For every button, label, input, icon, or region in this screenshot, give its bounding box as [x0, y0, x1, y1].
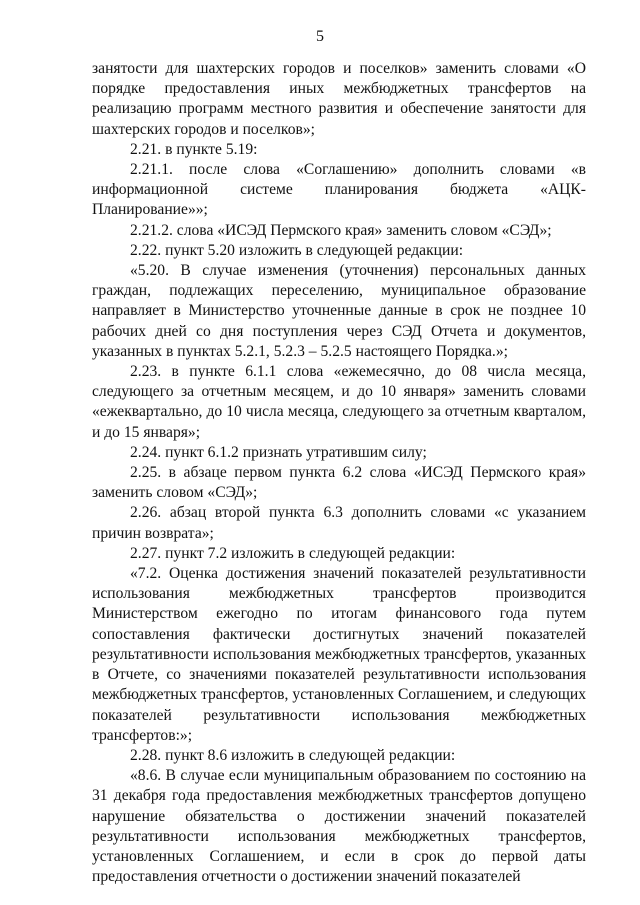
paragraph-2-27: 2.27. пункт 7.2 изложить в следующей редакции: [130, 544, 456, 562]
paragraph-2-26: 2.26. абзац второй пункта 6.3 дополнить словами «с указанием причин возврата»; [92, 504, 586, 542]
paragraph-2-23: 2.23. в пункте 6.1.1 слова «ежемесячно, до 08 числа месяца, следующего за отчетным месяцем, и до 10 января» заменить словами «ежеквартально, до 10 числа месяца, следующего за отчетным кварталом, и до 15 января»; [92, 363, 586, 441]
paragraph-2-25: 2.25. в абзаце первом пункта 6.2 слова «ИСЭД Пермского края» заменить словом «СЭД»; [92, 464, 586, 502]
paragraph-quote-5-20: «5.20. В случае изменения (уточнения) персональных данных граждан, подлежащих переселению, муниципальное образование направляет в Министерство уточненные данные в срок не позднее 10 рабочих дней со дня поступления через СЭД Отчета и документов, указанных в пунктах 5.2.1, 5.2.3 – 5.2.5 настоящего Порядка.»; [92, 262, 586, 360]
paragraph-2-21: 2.21. в пункте 5.19: [130, 140, 258, 158]
paragraph-2-21-2: 2.21.2. слова «ИСЭД Пермского края» заменить словом «СЭД»; [130, 221, 552, 239]
paragraph-2-22: 2.22. пункт 5.20 изложить в следующей редакции: [130, 241, 464, 259]
paragraph-continuation: занятости для шахтерских городов и поселков» заменить словами «О порядке предоставления иных межбюджетных трансфертов на реализацию программ местного развития и обеспечение занятости для шахтерских городов и поселков»; [92, 60, 586, 138]
paragraph-quote-7-2: «7.2. Оценка достижения значений показателей результативности использования межбюджетных трансфертов производится Министерством ежегодно по итогам финансового года путем сопоставления фактически достигнутых значений показателей результативности использования межбюджетных трансфертов, указанных в Отчете, со значениями показателей результативности использования межбюджетных трансфертов, установленных Соглашением, и следующих показателей результативности использования межбюджетных трансфертов:»; [92, 565, 586, 744]
page-number: 5 [316, 28, 324, 45]
document-body [92, 59, 586, 887]
paragraph-quote-8-6: «8.6. В случае если муниципальным образованием по состоянию на 31 декабря года предоставления межбюджетных трансфертов допущено нарушение обязательства о достижении значений показателей результативности использования межбюджетных трансфертов, установленных Соглашением, и если в срок до первой даты предоставления отчетности о достижении значений показателей [92, 767, 586, 886]
paragraph-2-24: 2.24. пункт 6.1.2 признать утратившим силу; [130, 443, 427, 461]
paragraph-2-21-1: 2.21.1. после слова «Соглашению» дополнить словами «в информационной системе планирования бюджета «АЦК-Планирование»»; [92, 161, 586, 219]
paragraph-2-28: 2.28. пункт 8.6 изложить в следующей редакции: [130, 746, 456, 764]
